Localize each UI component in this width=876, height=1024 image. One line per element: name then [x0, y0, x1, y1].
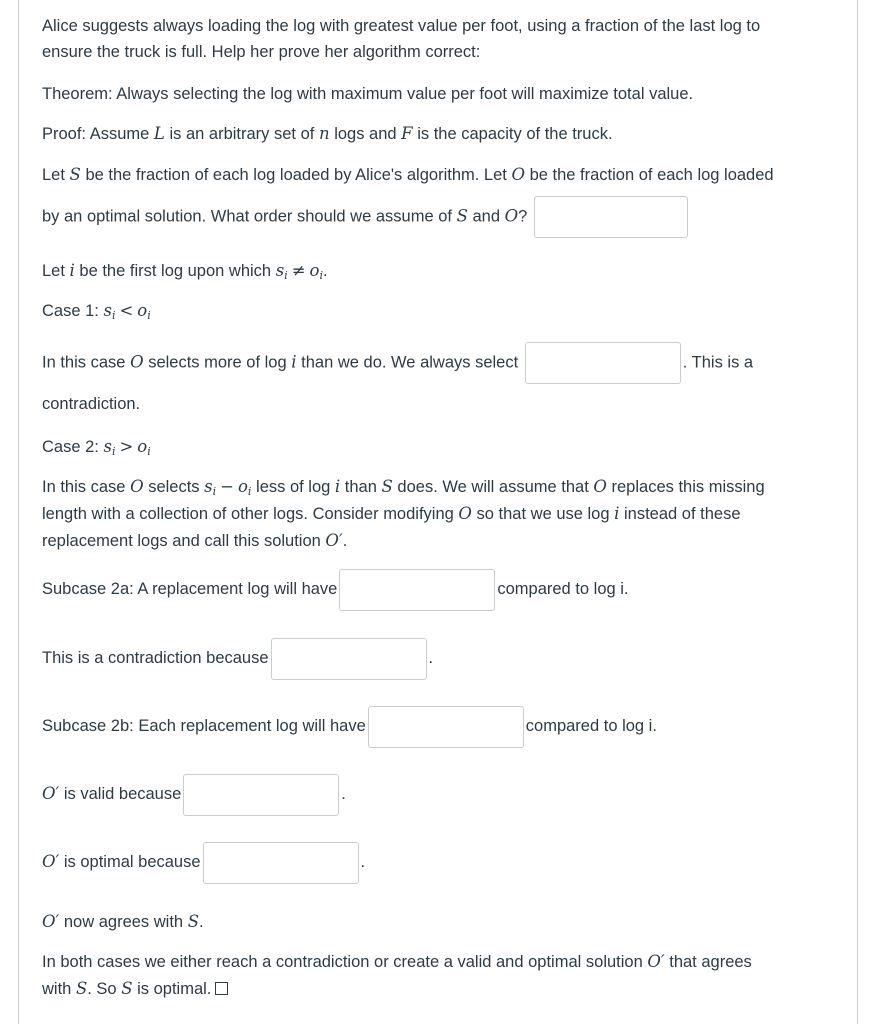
case-1-text: In this case O selects more of log i than we do. We always select . This is a — [42, 342, 753, 384]
conclusion-line-2: with S. So S is optimal. — [42, 975, 228, 1003]
valid-because: O′ is valid because . — [42, 772, 346, 816]
intro-line-2: ensure the truck is full. Help her prove her algorithm correct: — [42, 43, 481, 61]
optimal-because: O′ is optimal because . — [42, 840, 365, 884]
conclusion-line-1: In both cases we either reach a contradiction or create a valid and optimal solution O′ that agrees — [42, 952, 752, 971]
subcase-2a: Subcase 2a: A replacement log will have compared to log i. — [42, 567, 629, 611]
valid-answer-input[interactable] — [183, 774, 339, 816]
let-s-line-2: by an optimal solution. What order should we assume of S and O? — [42, 196, 690, 238]
case-2-heading: Case 2: $s_i > o_i$ — [42, 437, 151, 458]
let-s-line-1: Let S be the fraction of each log loaded by Alice's algorithm. Let O be the fraction of each log loaded — [42, 165, 774, 184]
optimal-answer-input[interactable] — [203, 842, 359, 884]
subcase-2b-answer-input[interactable] — [368, 706, 524, 748]
case-1-answer-input[interactable] — [525, 342, 681, 384]
contradiction-because: This is a contradiction because . — [42, 636, 433, 680]
agrees-line: O′ now agrees with S. — [42, 912, 204, 931]
case-2-text-line-1: In this case O selects $s_i - o_i$ less of log i than S does. We will assume that O replaces this missing — [42, 477, 765, 498]
subcase-2b: Subcase 2b: Each replacement log will have compared to log i. — [42, 704, 657, 748]
case-2-text-line-2: length with a collection of other logs. Consider modifying O so that we use log i instead of these — [42, 504, 741, 523]
theorem-text: Theorem: Always selecting the log with maximum value per foot will maximize total value. — [42, 85, 694, 103]
order-answer-input[interactable] — [534, 196, 688, 238]
subcase-2a-answer-input[interactable] — [339, 569, 495, 611]
intro-line-1: Alice suggests always loading the log with greatest value per foot, using a fraction of the last log to — [42, 17, 761, 35]
proof-line: Proof: Assume L is an arbitrary set of n logs and F is the capacity of the truck. — [42, 124, 613, 143]
qed-square-icon — [215, 982, 228, 995]
case-1-heading: Case 1: $s_i < o_i$ — [42, 301, 151, 322]
contradiction-answer-input[interactable] — [271, 638, 427, 680]
case-1-contradiction: contradiction. — [42, 395, 141, 413]
case-2-text-line-3: replacement logs and call this solution O′. — [42, 531, 348, 550]
let-i-line: Let i be the first log upon which $s_i \ne o_i$. — [42, 261, 328, 282]
